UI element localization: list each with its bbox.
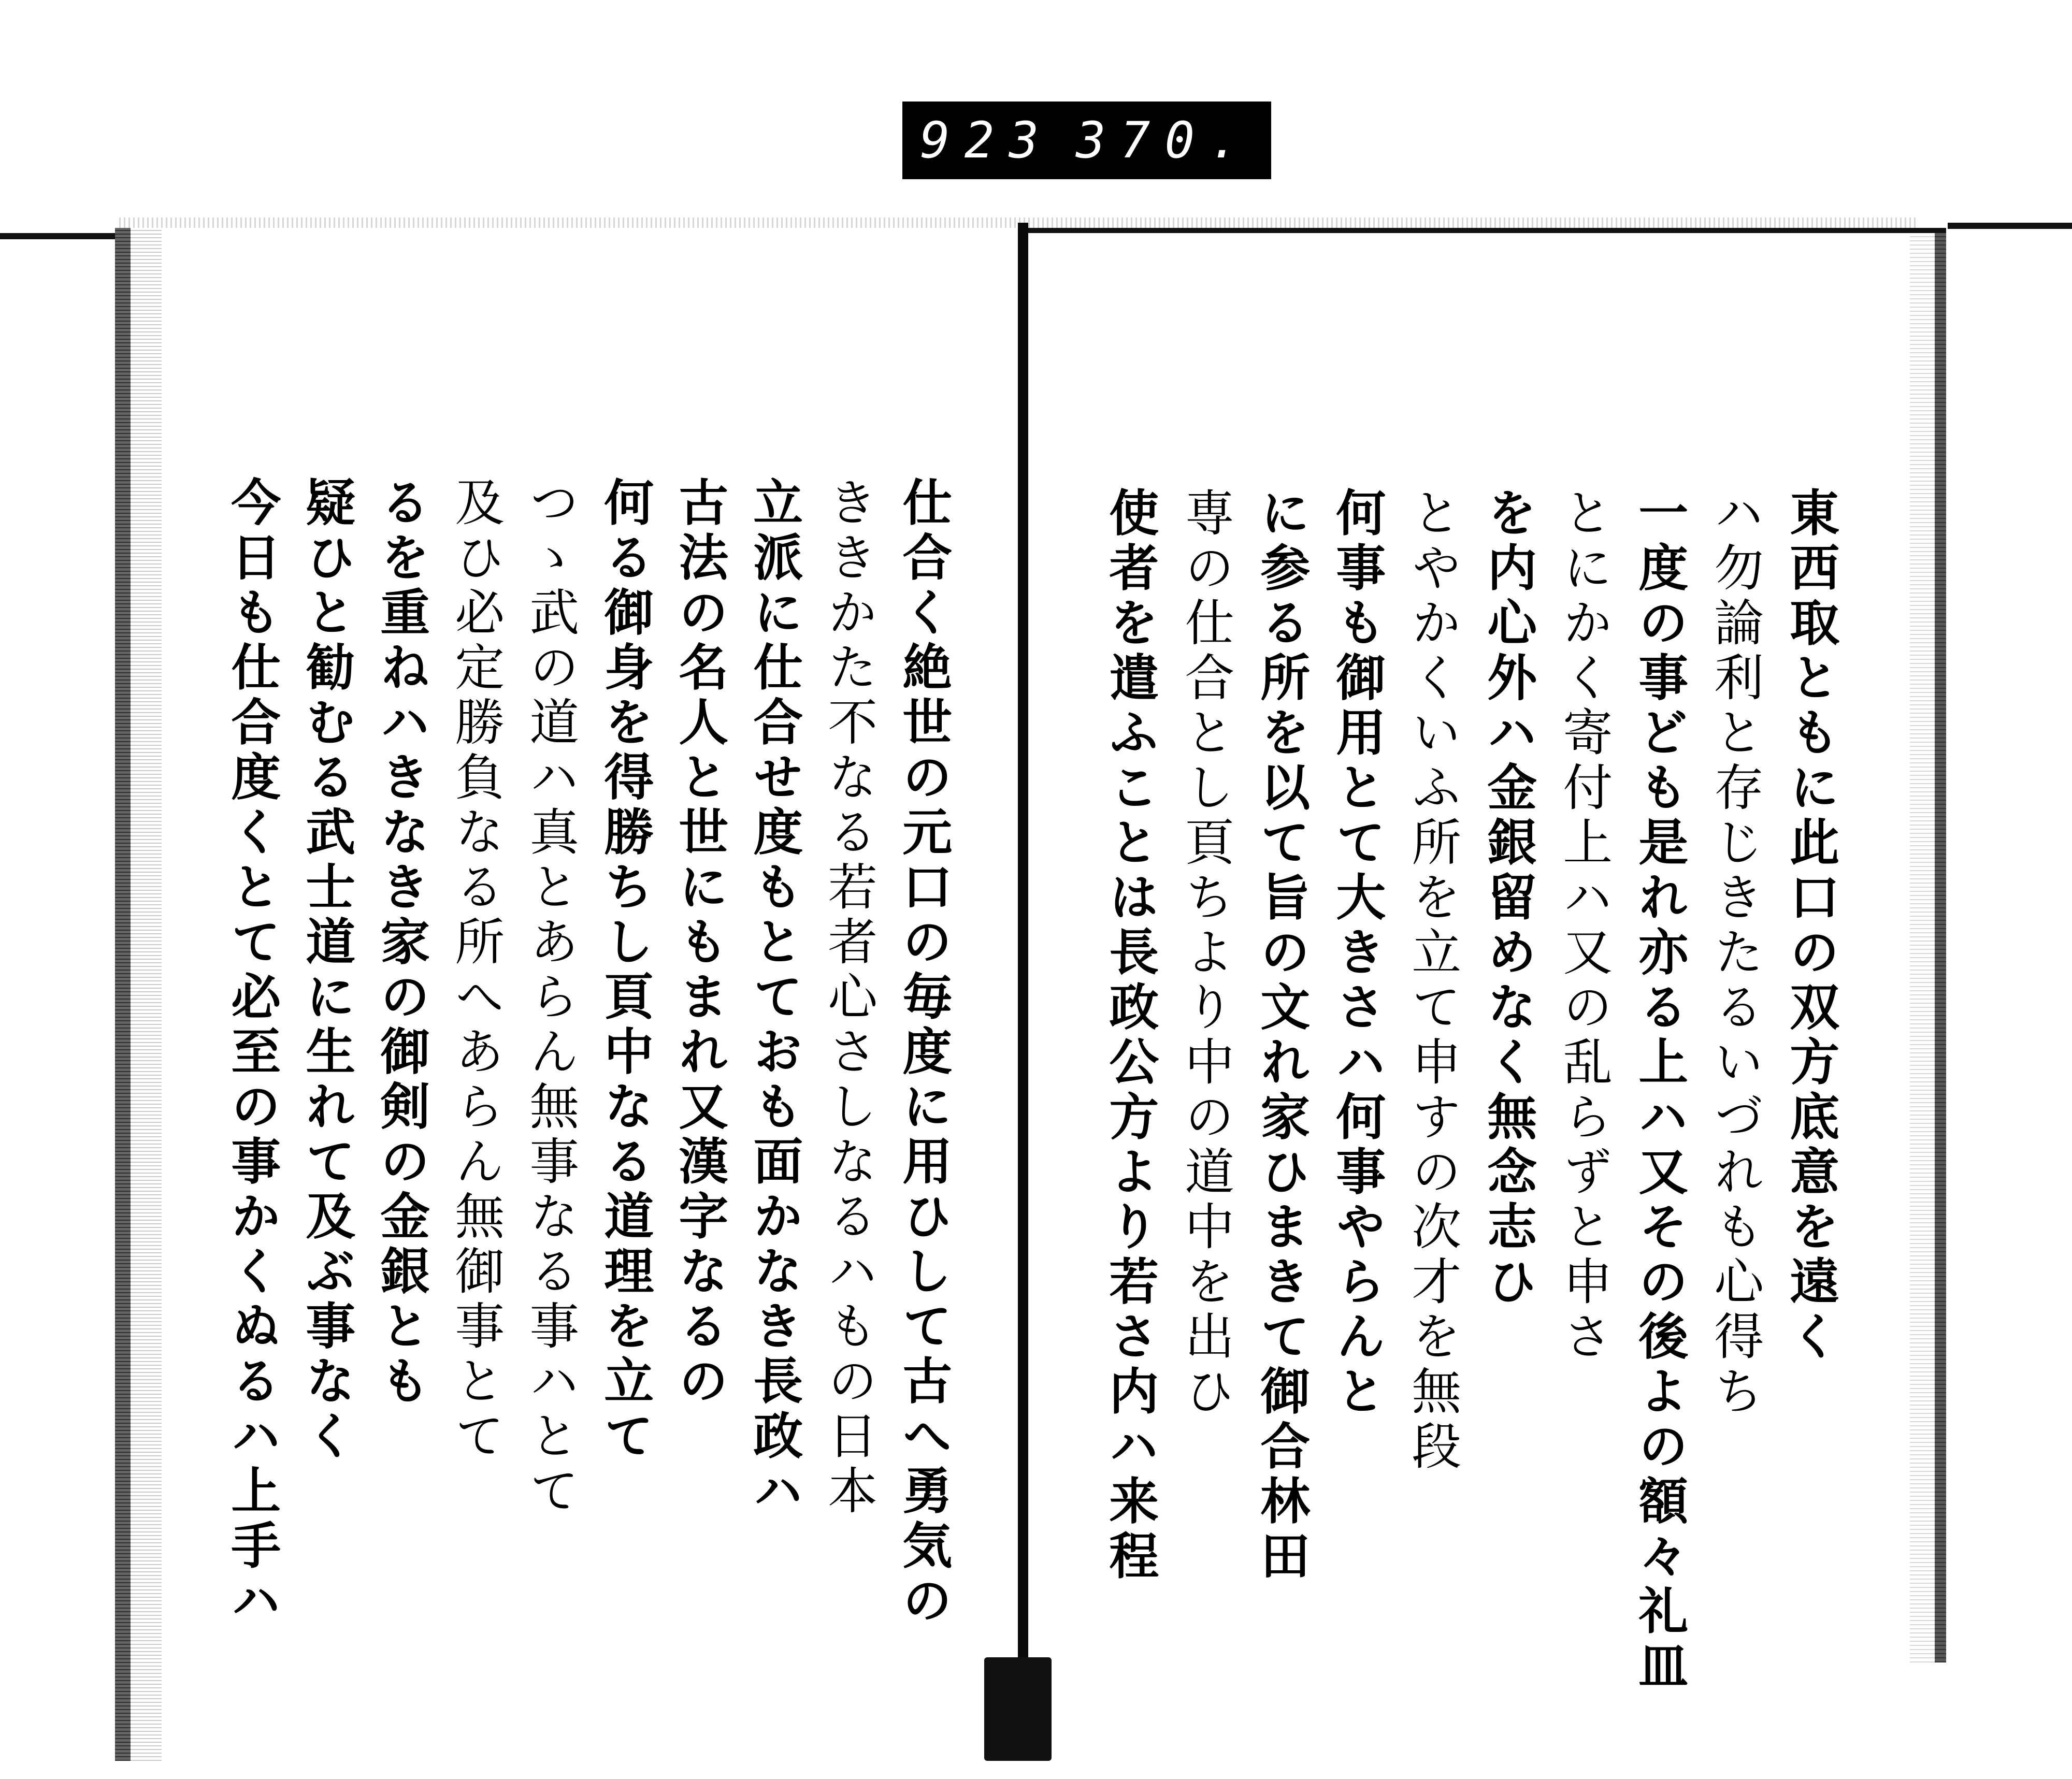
text-column: 専の仕合とし頁ちより中の道中を出ひ [1176,487,1235,1420]
left-cover-edge [0,233,119,239]
text-column: を内心外ハ金銀留めなく無念志ひ [1479,487,1538,1310]
text-column: つゝ武の道ハ真とあらん無事なる事ハとて [521,476,580,1520]
text-column: 今日も仕合度くとて必至の事かくぬるハ上手ハ [223,476,282,1629]
volume-number: 923 [920,111,1054,169]
text-column: るを重ねハきなき家の御剣の金銀とも [372,476,431,1410]
text-column: 一度の事ども是れ亦る上ハ又その後よの額々礼皿 [1630,487,1689,1695]
page-number: 370. [1075,111,1254,169]
text-column: 及ひ必定勝負なる所へあらん無御事とて [447,476,505,1465]
left-page-edge-grain [115,228,162,1761]
right-cover-edge [1948,223,2072,229]
text-column: とやかくいふ所を立て申すの次才を無段 [1403,487,1462,1475]
text-column: 何る御身を得勝ちし頁中なる道理を立て [596,476,655,1465]
book-spine-gutter [1018,223,1028,1756]
text-column: 疑ひと勧むる武士道に生れて及ぶ事なく [297,476,356,1465]
text-column: 仕合く絶世の元口の毎度に用ひして古へ勇気の [894,476,953,1629]
scan-label-plate [902,102,1271,179]
text-column: とにかく寄付上ハ又の乱らずと申さ [1555,487,1613,1365]
text-column: に参る所を以て旨の文れ家ひまきて御合林田 [1252,487,1311,1585]
text-column: 古法の名人と世にもまれ又漢字なるの [670,476,729,1410]
right-page-edge-grain [1910,233,1946,1662]
text-column: 何事も御用とて大きさハ何事やらんと [1328,487,1387,1420]
text-column: 立派に仕合せ度もとておも面かなき長政ハ [745,476,804,1520]
text-column: ハ勿論利と存じきたるいづれも心得ち [1706,487,1764,1420]
left-page [115,228,1034,1761]
text-column: ききかた不なる若者心さしなるハもの日本 [819,476,878,1520]
text-column: 東西取ともに此口の双方底意を遠く [1781,487,1840,1365]
book-spread [0,212,2072,1779]
text-column: 使者を遣ふことは長政公方より若さ内ハ来程 [1101,487,1160,1585]
binding-clip [984,1657,1052,1761]
right-page [1028,228,1946,1695]
